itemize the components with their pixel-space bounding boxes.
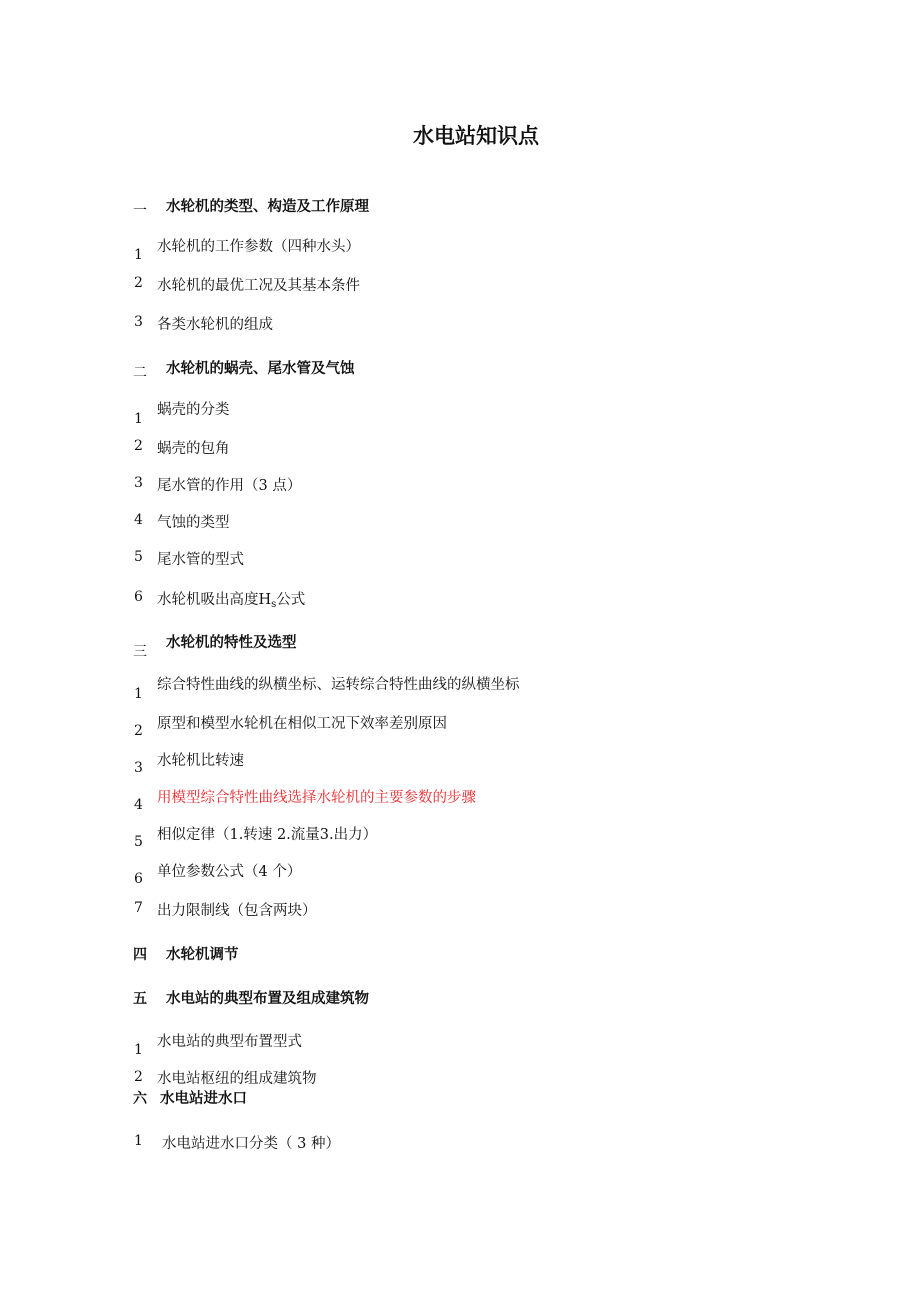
item-number: 2 (134, 723, 143, 739)
list-item: 原型和模型水轮机在相似工况下效率差别原因 (157, 716, 447, 732)
section-number: 四 (133, 947, 147, 963)
document-title: 水电站知识点 (413, 123, 539, 148)
item-number: 5 (134, 549, 143, 565)
item-text: 水轮机吸出高度H (157, 592, 272, 608)
item-number: 1 (134, 1133, 143, 1149)
section-title: 水轮机调节 (166, 946, 239, 963)
list-item: 蜗壳的分类 (157, 402, 230, 418)
list-item: 相似定律（1.转速 2.流量3.出力） (157, 827, 378, 843)
list-item: 水电站的典型布置型式 (157, 1034, 302, 1050)
item-number: 7 (134, 900, 143, 916)
list-item: 水电站进水口分类（ 3 种） (162, 1136, 340, 1152)
section-title: 水电站进水口 (160, 1090, 247, 1107)
section-title: 水电站的典型布置及组成建筑物 (166, 990, 369, 1007)
section-title: 水轮机的蜗壳、尾水管及气蚀 (166, 360, 355, 377)
list-item: 出力限制线（包含两块） (157, 903, 317, 919)
item-number: 1 (134, 247, 143, 263)
item-number: 3 (134, 475, 143, 491)
item-number: 5 (134, 834, 143, 850)
section-number: 六 (133, 1091, 147, 1107)
item-number: 2 (134, 438, 143, 454)
list-item (157, 588, 305, 610)
list-item: 气蚀的类型 (157, 515, 230, 531)
list-item-highlighted: 用模型综合特性曲线选择水轮机的主要参数的步骤 (157, 790, 476, 806)
item-number: 4 (134, 512, 143, 528)
subscript-s: s (271, 599, 277, 610)
list-item: 蜗壳的包角 (157, 441, 230, 457)
list-item: 水轮机比转速 (157, 753, 244, 769)
section-title: 水轮机的类型、构造及工作原理 (166, 198, 369, 215)
item-number: 6 (134, 589, 143, 605)
section-number: 二 (133, 365, 147, 381)
item-number: 4 (134, 797, 143, 813)
item-number: 6 (134, 871, 143, 887)
list-item: 单位参数公式（4 个） (157, 864, 302, 880)
section-number: 五 (133, 991, 147, 1007)
item-number: 1 (134, 686, 143, 702)
section-number: 三 (133, 644, 147, 660)
item-text: 公式 (276, 592, 306, 608)
item-number: 3 (134, 760, 143, 776)
item-number: 1 (134, 411, 143, 427)
section-title: 水轮机的特性及选型 (166, 634, 297, 651)
list-item: 水轮机的工作参数（四种水头） (157, 239, 360, 255)
list-item: 尾水管的作用（3 点） (157, 478, 302, 494)
list-item: 水电站枢纽的组成建筑物 (157, 1071, 317, 1087)
item-number: 2 (134, 275, 143, 291)
section-number: 一 (133, 203, 147, 219)
list-item: 各类水轮机的组成 (157, 317, 273, 333)
item-number: 1 (134, 1042, 143, 1058)
item-number: 2 (134, 1069, 143, 1085)
list-item: 水轮机的最优工况及其基本条件 (157, 278, 360, 294)
list-item: 尾水管的型式 (157, 552, 244, 568)
list-item: 综合特性曲线的纵横坐标、运转综合特性曲线的纵横坐标 (157, 677, 520, 693)
item-number: 3 (134, 314, 143, 330)
